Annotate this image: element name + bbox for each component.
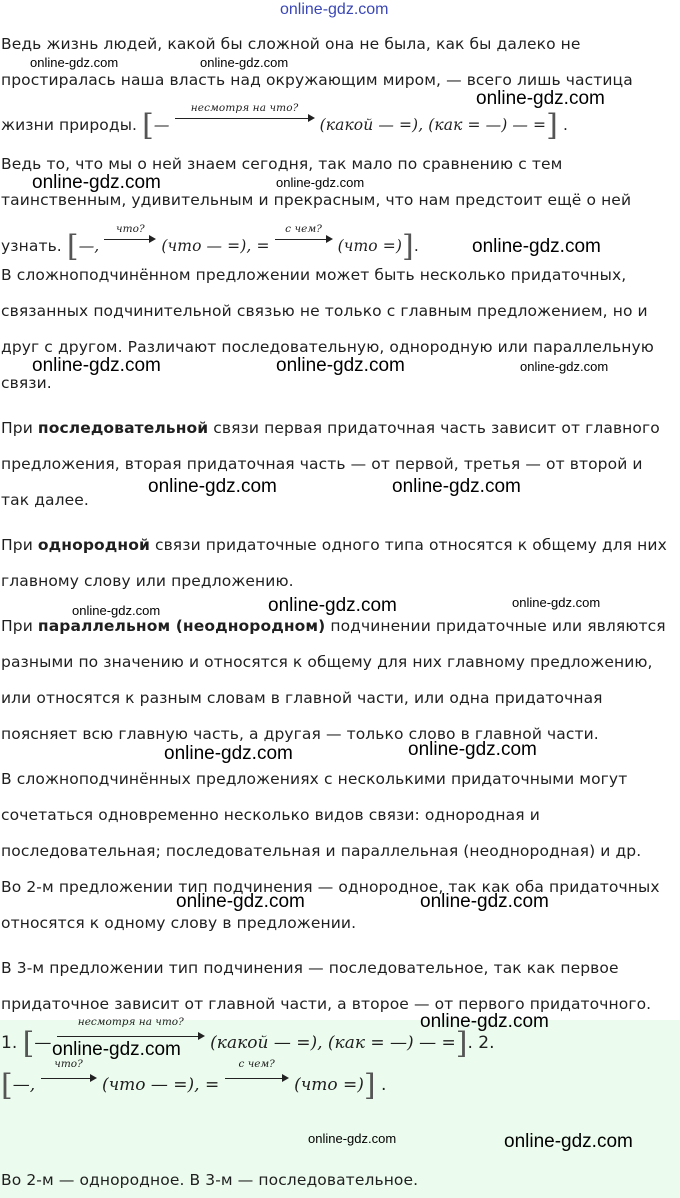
watermark: online-gdz.com bbox=[420, 891, 549, 912]
answer-line-2 bbox=[1, 1058, 387, 1103]
arrow bbox=[175, 102, 315, 126]
text-line: придаточное зависит от главной части, а второе — от первого придаточного. bbox=[1, 995, 652, 1013]
arrow bbox=[225, 1058, 289, 1086]
term-sequential: последовательной bbox=[37, 419, 209, 437]
text-line: сочетаться одновременно несколько видов связи: однородная и bbox=[1, 806, 540, 824]
watermark: online-gdz.com bbox=[520, 359, 609, 374]
scheme-part: —, bbox=[12, 1075, 36, 1095]
text-line: относятся к одному слову в предложении. bbox=[1, 914, 357, 932]
scheme-part: (какой — =), bbox=[319, 116, 424, 134]
text-line: последовательная; последовательная и параллельная (неоднородная) и др. bbox=[1, 842, 642, 860]
text-fragment: При bbox=[1, 419, 38, 437]
scheme-end: . bbox=[381, 1075, 387, 1095]
text-line: Ведь жизнь людей, какой бы сложной она не была, как бы далеко не bbox=[1, 35, 581, 53]
scheme-part: —, bbox=[78, 237, 100, 255]
arrow-label: с чем? bbox=[285, 223, 323, 235]
scheme-end: . bbox=[413, 237, 419, 255]
scheme-dash: — bbox=[153, 116, 170, 134]
paragraph-parallel bbox=[1, 616, 666, 636]
arrow-label: с чем? bbox=[238, 1058, 275, 1070]
watermark: online-gdz.com bbox=[268, 595, 397, 616]
top-watermark: online-gdz.com bbox=[280, 1, 389, 18]
answer-number: 1. bbox=[1, 1033, 18, 1053]
text-line: таинственным, удивительным и прекрасным, что нам предстоит ещё о ней bbox=[1, 191, 632, 209]
scheme-part: (что — =), = bbox=[161, 237, 270, 255]
text-fragment: подчинении придаточные или являются bbox=[325, 617, 666, 635]
text-line-scheme-1 bbox=[1, 102, 568, 143]
watermark: online-gdz.com bbox=[392, 476, 521, 497]
text-line: или относятся к разным словам в главной части, или одна придаточная bbox=[1, 689, 603, 707]
bracket-close: ] bbox=[546, 108, 558, 143]
text-line: разными по значению и относятся к общему для них главному предложению, bbox=[1, 653, 653, 671]
scheme-part: (что =) bbox=[337, 237, 402, 255]
text-line: поясняет всю главную часть, а другая — только слово в главной части. bbox=[1, 725, 599, 743]
scheme-part: (как = —) — = bbox=[327, 1033, 456, 1053]
text-line: предложения, вторая придаточная часть — от первой, третья — от второй и bbox=[1, 455, 643, 473]
text-line: связанных подчинительной связью не только с главным предложением, но и bbox=[1, 302, 648, 320]
arrowhead-icon bbox=[198, 1032, 205, 1040]
bracket-open: [ bbox=[1, 1068, 13, 1103]
scheme-dash: — bbox=[34, 1033, 52, 1053]
watermark: online-gdz.com bbox=[308, 1131, 397, 1146]
watermark: online-gdz.com bbox=[32, 355, 161, 376]
text-line: друг с другом. Различают последовательную, однородную или параллельную bbox=[1, 338, 654, 356]
bracket-open: [ bbox=[142, 108, 154, 143]
bracket-open: [ bbox=[22, 1026, 35, 1061]
text-fragment: связи придаточные одного типа относятся к общему для них bbox=[149, 536, 667, 554]
arrowhead-icon bbox=[149, 235, 156, 243]
paragraph-homogeneous bbox=[1, 535, 667, 555]
answer-number: . 2. bbox=[467, 1033, 495, 1053]
text-line: В сложноподчинённых предложениях с несколькими придаточными могут bbox=[1, 770, 628, 788]
text-line: так далее. bbox=[1, 491, 89, 509]
text-line: главному слову или предложению. bbox=[1, 572, 294, 590]
bracket-close: ] bbox=[402, 229, 414, 264]
watermark: online-gdz.com bbox=[472, 236, 601, 257]
text-line: простиралась наша власть над окружающим миром, — всего лишь частица bbox=[1, 71, 633, 89]
text-fragment: При bbox=[1, 536, 38, 554]
arrow bbox=[275, 223, 333, 247]
answer-final: Во 2-м — однородное. В 3-м — последовательное. bbox=[1, 1171, 419, 1189]
watermark: online-gdz.com bbox=[200, 55, 289, 70]
watermark: online-gdz.com bbox=[276, 175, 365, 190]
scheme-part: (какой — =), bbox=[210, 1033, 323, 1053]
watermark: online-gdz.com bbox=[148, 476, 277, 497]
watermark: online-gdz.com bbox=[512, 595, 601, 610]
watermark: online-gdz.com bbox=[72, 603, 161, 618]
scheme-part: (что =) bbox=[294, 1075, 364, 1095]
text-fragment: жизни природы. bbox=[1, 116, 138, 134]
arrowhead-icon bbox=[308, 114, 315, 122]
watermark: online-gdz.com bbox=[52, 1039, 181, 1060]
text-line: В сложноподчинённом предложении может быть несколько придаточных, bbox=[1, 266, 627, 284]
paragraph-sequential bbox=[1, 418, 660, 438]
watermark: online-gdz.com bbox=[420, 1011, 549, 1032]
scheme-end: . bbox=[562, 116, 568, 134]
bracket-close: ] bbox=[363, 1068, 376, 1103]
arrow-label: несмотря на что? bbox=[190, 102, 299, 114]
arrowhead-icon bbox=[326, 235, 333, 243]
bracket-close: ] bbox=[455, 1026, 468, 1061]
term-homogeneous: однородной bbox=[37, 536, 150, 554]
arrow-label: что? bbox=[54, 1058, 83, 1070]
text-line-scheme-2 bbox=[1, 223, 419, 264]
text-fragment: узнать. bbox=[1, 237, 62, 255]
watermark: online-gdz.com bbox=[176, 891, 305, 912]
watermark: online-gdz.com bbox=[476, 88, 605, 109]
scheme-part: (что — =), = bbox=[101, 1075, 220, 1095]
text-line: связи. bbox=[1, 374, 52, 392]
arrow-label: несмотря на что? bbox=[77, 1016, 184, 1028]
text-line: Во 2-м предложении тип подчинения — однородное, так как оба придаточных bbox=[1, 878, 660, 896]
term-parallel: параллельном (неоднородном) bbox=[37, 617, 326, 635]
text-line: Ведь то, что мы о ней знаем сегодня, так мало по сравнению с тем bbox=[1, 155, 563, 173]
watermark: online-gdz.com bbox=[164, 743, 293, 764]
arrowhead-icon bbox=[282, 1074, 289, 1082]
watermark: online-gdz.com bbox=[30, 55, 119, 70]
arrow bbox=[104, 223, 156, 247]
text-line: В 3-м предложении тип подчинения — последовательное, так как первое bbox=[1, 959, 619, 977]
watermark: online-gdz.com bbox=[32, 172, 161, 193]
watermark: online-gdz.com bbox=[276, 355, 405, 376]
watermark: online-gdz.com bbox=[408, 739, 537, 760]
text-fragment: При bbox=[1, 617, 38, 635]
arrow-label: что? bbox=[115, 223, 145, 235]
text-fragment: связи первая придаточная часть зависит от главного bbox=[208, 419, 660, 437]
arrow bbox=[41, 1058, 97, 1086]
scheme-part: (как = —) — = bbox=[428, 116, 547, 134]
bracket-open: [ bbox=[66, 229, 79, 264]
arrowhead-icon bbox=[90, 1074, 97, 1082]
watermark: online-gdz.com bbox=[504, 1131, 633, 1152]
